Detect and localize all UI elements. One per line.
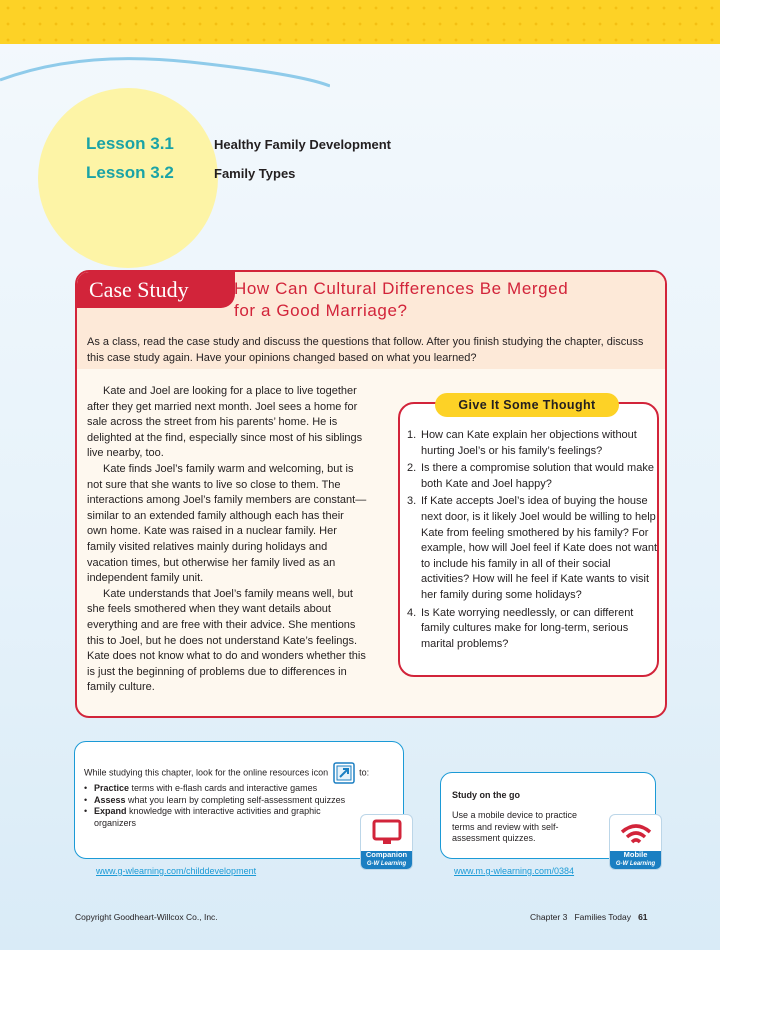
- case-study-title: [234, 278, 568, 322]
- question-number: 1.: [407, 429, 417, 441]
- question-text: Is Kate worrying needlessly, or can different family cultures make for long-term, serious marital problems?: [421, 606, 634, 650]
- question-text: How can Kate explain her objections without hurting Joel’s or his family’s feelings?: [421, 429, 637, 457]
- companion-intro: [84, 762, 414, 784]
- case-study-tag: Case Study: [77, 272, 235, 308]
- question-number: 4.: [407, 606, 417, 619]
- question-item: [407, 461, 661, 492]
- page-footer: [530, 912, 648, 922]
- mobile-badge-line2: G-W Learning: [615, 860, 656, 867]
- companion-item: • Assess what you learn by completing self-assessment quizzes: [84, 794, 346, 805]
- question-item: [407, 606, 661, 653]
- companion-badge-line2: G-W Learning: [366, 860, 407, 867]
- mobile-text: Use a mobile device to practice terms and review with self-assessment quizzes.: [452, 810, 578, 843]
- companion-item-text: what you learn by completing self-assessment quizzes: [125, 794, 346, 805]
- question-item: [407, 494, 661, 603]
- companion-link[interactable]: www.g-wlearning.com/childdevelopment: [96, 866, 257, 876]
- decorative-arc: [0, 40, 330, 100]
- mobile-badge[interactable]: [609, 814, 662, 870]
- companion-item: • Practice terms with e-flash cards and interactive games: [84, 783, 318, 793]
- case-study-title-line1: How Can Cultural Differences Be Merged: [234, 279, 569, 298]
- companion-item-bold: Expand: [94, 806, 127, 816]
- footer-section: Families Today: [574, 912, 631, 922]
- lesson-row-1[interactable]: [86, 134, 391, 154]
- story-paragraph: Kate and Joel are looking for a place to live together after they get married next month. Joel sees a home for sale across the street from his parents’ home. He is delighted at the find, especially since most of his siblings live nearby, too.: [87, 385, 363, 460]
- case-study-title-line2: for a Good Marriage?: [234, 301, 408, 320]
- lesson-title: Healthy Family Development: [214, 136, 391, 152]
- top-color-band: [0, 0, 720, 44]
- copyright: Copyright Goodheart-Willcox Co., Inc.: [75, 912, 218, 922]
- lesson-number: Lesson 3.2: [86, 163, 174, 182]
- footer-chapter: Chapter 3: [530, 912, 568, 922]
- companion-item: • Expand knowledge with interactive activities and graphic organizers: [84, 806, 321, 828]
- story-paragraph: Kate finds Joel’s family warm and welcoming, but is not sure that she wants to live so close to them. The interactions among Joel’s family members are constant—similar to an extended family although each has their own home. Kate was raised in a nuclear family. Her family visited relatives mainly during holidays and vacation times, but otherwise her family lived as an independent family unit.: [87, 462, 367, 585]
- mobile-badge-label: [610, 851, 661, 869]
- companion-item-bold: Assess: [94, 794, 126, 805]
- page-number: 61: [638, 912, 648, 922]
- lesson-number: Lesson 3.1: [86, 134, 174, 153]
- companion-badge[interactable]: [360, 814, 413, 870]
- online-resources-icon[interactable]: [333, 762, 355, 784]
- computer-icon: [372, 819, 402, 847]
- question-number: 3.: [407, 495, 417, 508]
- mobile-link[interactable]: www.m.g-wlearning.com/0384: [454, 866, 575, 876]
- companion-item-text: terms with e-flash cards and interactive games: [129, 783, 318, 793]
- case-study-intro: As a class, read the case study and discuss the questions that follow. After you finish studying the chapter, discuss this case study again. Have your opinions changed based on what you learned?: [87, 336, 644, 364]
- give-thought-title: Give It Some Thought: [435, 393, 619, 417]
- lesson-row-2[interactable]: [86, 163, 295, 183]
- lesson-title: Family Types: [214, 165, 296, 181]
- companion-badge-label: [361, 851, 412, 869]
- question-text: If Kate accepts Joel’s idea of buying the house next door, is it likely Joel would be willing to help Kate from feeling smothered by his family? For example, how will Joel feel if Kate does not want to include his family in all of their social activities? How will he feel if Kate wants to visit her family during some holidays?: [421, 495, 658, 601]
- companion-intro-after: to:: [359, 767, 370, 778]
- case-study-story: [87, 384, 367, 696]
- mobile-heading: Study on the go: [452, 790, 520, 800]
- story-paragraph: Kate understands that Joel’s family means well, but she feels smothered when they want details about everything and are free with their advice. She mentions this to Joel, but he does not understand Kate’s feelings. Kate does not know what to do and wonders whether this is just the beginning of problems due to differences in family culture.: [87, 587, 366, 694]
- companion-intro-text: While studying this chapter, look for the online resources icon: [84, 767, 329, 778]
- mobile-badge-line1: Mobile: [623, 850, 648, 859]
- companion-item-bold: Practice: [94, 783, 130, 793]
- case-study-box: [75, 270, 667, 718]
- question-number: 2.: [407, 462, 417, 475]
- question-text: Is there a compromise solution that would make both Kate and Joel happy?: [421, 462, 654, 490]
- companion-item-text: knowledge with interactive activities and graphic organizers: [94, 806, 321, 828]
- companion-badge-line1: Companion: [365, 850, 408, 859]
- give-thought-questions: [407, 428, 661, 654]
- wifi-icon: [619, 820, 653, 846]
- companion-list: [84, 783, 352, 829]
- question-item: [407, 428, 661, 459]
